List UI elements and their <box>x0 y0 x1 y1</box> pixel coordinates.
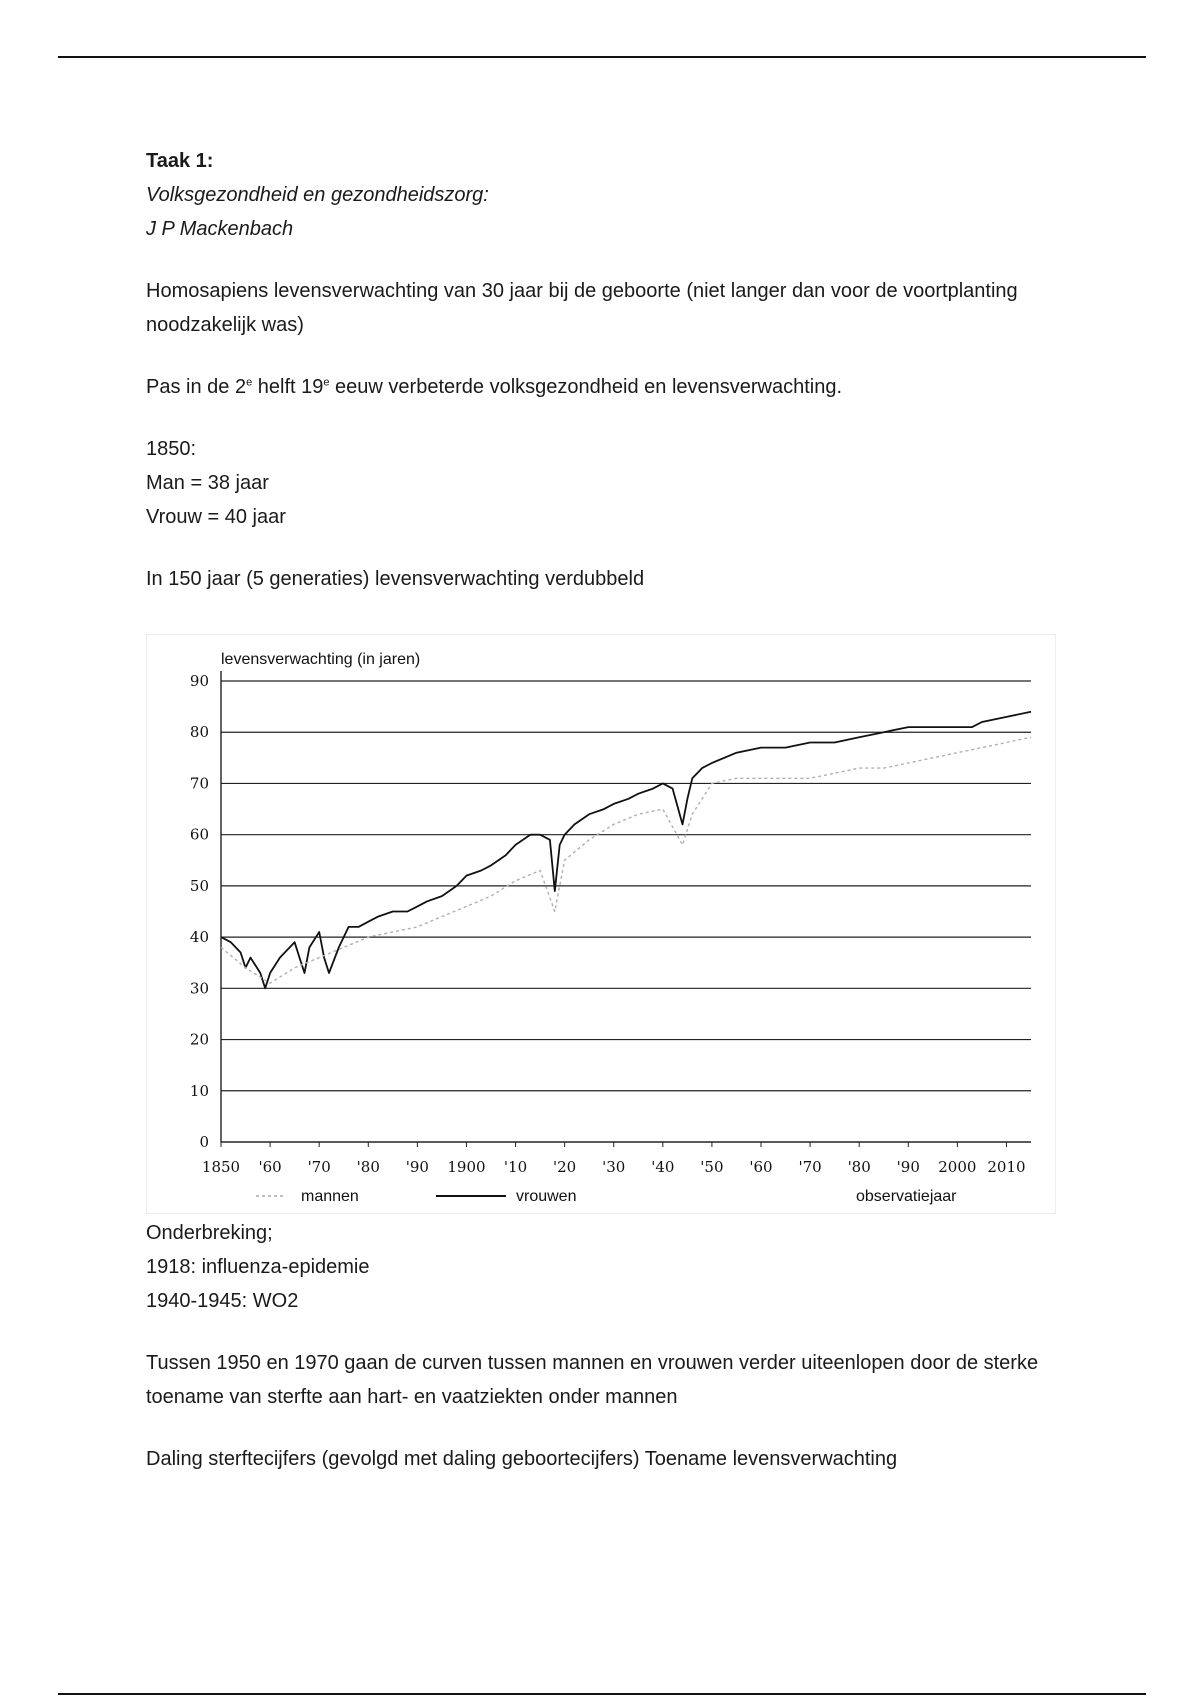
x-tick-label: '70 <box>307 1158 331 1176</box>
x-tick-label: '90 <box>405 1158 429 1176</box>
top-rule <box>58 56 1146 58</box>
x-tick-label: '30 <box>602 1158 626 1176</box>
x-axis-label: observatiejaar <box>856 1188 957 1205</box>
chart-frame <box>146 634 1056 1214</box>
x-tick-label: 2000 <box>938 1158 977 1176</box>
x-tick-label: '60 <box>258 1158 282 1176</box>
x-tick-label: '40 <box>651 1158 675 1176</box>
legend-mannen-label: mannen <box>301 1188 359 1205</box>
life-expectancy-chart <box>146 634 1056 1214</box>
year-1850: 1850: <box>146 438 197 460</box>
x-tick-label: 2010 <box>987 1158 1026 1176</box>
paragraph-19th-century <box>146 370 1066 404</box>
y-tick-label: 60 <box>189 825 209 844</box>
y-tick-label: 40 <box>189 928 209 947</box>
influenza-line: 1918: influenza-epidemie <box>146 1256 370 1278</box>
y-tick-label: 0 <box>199 1133 209 1151</box>
superscript-e: e <box>323 376 330 389</box>
x-tick-label: '10 <box>503 1158 528 1176</box>
man-life-expectancy: Man = 38 jaar <box>146 472 269 494</box>
task-title: Taak 1: <box>146 150 214 172</box>
interruption-heading: Onderbreking; <box>146 1222 273 1244</box>
p2-part-b: helft 19 <box>252 376 324 398</box>
paragraph-mortality: Daling sterftecijfers (gevolgd met daling geboortecijfers) Toename levensverwachting <box>146 1448 898 1470</box>
p2-part-a: Pas in de 2 <box>146 376 247 398</box>
x-tick-label: '80 <box>356 1158 380 1176</box>
x-tick-label: '20 <box>553 1158 577 1176</box>
document-body-continued <box>146 1216 1066 1476</box>
bottom-rule <box>58 1693 1146 1695</box>
x-tick-label: 1850 <box>201 1158 241 1176</box>
y-tick-label: 50 <box>189 876 209 895</box>
book-title: Volksgezondheid en gezondheidszorg: <box>146 184 489 206</box>
x-tick-label: '50 <box>700 1158 724 1176</box>
y-tick-label: 80 <box>189 723 209 742</box>
x-tick-label: '60 <box>749 1158 773 1176</box>
x-tick-labels <box>202 1158 1026 1176</box>
chart-svg <box>146 634 1056 1214</box>
ww2-line: 1940-1945: WO2 <box>146 1290 299 1312</box>
paragraph-homosapiens: Homosapiens levensverwachting van 30 jaar bij de geboorte (niet langer dan voor de voortplanting noodzakelijk was) <box>146 280 1018 336</box>
legend-vrouwen-label: vrouwen <box>516 1188 577 1205</box>
woman-life-expectancy: Vrouw = 40 jaar <box>146 506 286 528</box>
document-body <box>146 144 1066 596</box>
y-tick-label: 10 <box>189 1081 209 1100</box>
y-tick-label: 30 <box>189 979 209 998</box>
y-tick-label: 20 <box>189 1030 209 1049</box>
paragraph-curves: Tussen 1950 en 1970 gaan de curven tussen mannen en vrouwen verder uiteenlopen door de sterke toename van sterfte aan hart- en vaatziekten onder mannen <box>146 1352 1039 1408</box>
author-name: J P Mackenbach <box>146 218 294 240</box>
x-tick-label: '70 <box>798 1158 822 1176</box>
x-tick-label: 1900 <box>447 1158 486 1176</box>
paragraph-doubled: In 150 jaar (5 generaties) levensverwachting verdubbeld <box>146 568 645 590</box>
y-tick-label: 90 <box>189 672 209 690</box>
x-tick-label: '80 <box>847 1158 871 1176</box>
x-tick-label: '90 <box>896 1158 920 1176</box>
p2-part-c: eeuw verbeterde volksgezondheid en levensverwachting. <box>329 376 843 398</box>
superscript-e: e <box>246 376 253 389</box>
y-axis-label: levensverwachting (in jaren) <box>221 651 421 668</box>
y-tick-label: 70 <box>189 774 209 793</box>
